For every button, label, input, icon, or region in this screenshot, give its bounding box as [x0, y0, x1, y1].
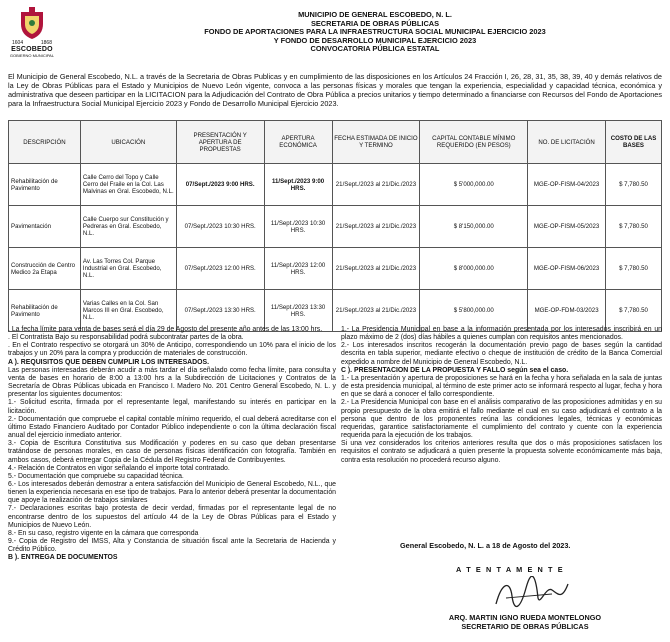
cell-dates: 21/Sept./2023 al 21/Dic./2023	[332, 248, 420, 290]
header-line: FONDO DE APORTACIONES PARA LA INFRAESTRUCTURA SOCIAL MUNICIPAL EJERCICIO 2023	[204, 27, 546, 37]
header-line: MUNICIPIO DE GENERAL ESCOBEDO, N. L.	[298, 10, 452, 19]
atentamente-label: A T E N T A M E N T E	[456, 565, 565, 574]
right-paragraph: 1.- La presentación y apertura de proposiciones se hará en la fecha y hora señalada en la sala de juntas de esta presidencia municipal, al término de este primer acto se informará respecto al lugar, fecha y hora en que se dará a conocer el fallo correspondiente.	[341, 374, 662, 399]
issue-date: General Escobedo, N. L. a 18 de Agosto del 2023.	[400, 541, 571, 550]
right-paragraph: 1.- La Presidencia Municipal en base a la información presentada por los interesados inscribirá en un plazo máximo de 2 (dos) días hábiles a quienes cumplan con requisitos antes mencionados.	[341, 326, 662, 342]
table-row	[9, 206, 662, 248]
cell-cost: $ 7,780.50	[606, 164, 662, 206]
left-paragraph: . En el Contrato respectivo se otorgará un 30% de Anticipo, correspondiendo un 10% para el inicio de los trabajos y un 20% para la compra y producción de materiales de construcción.	[8, 342, 336, 358]
requirements-column	[8, 326, 336, 563]
cell-presentation: 07/Sept./2023 10:30 HRS.	[176, 206, 264, 248]
left-paragraph: 4.- Relación de Contratos en vigor señalando el importe total contratado.	[8, 464, 230, 472]
cell-capital: $ 8'000,000.00	[420, 248, 528, 290]
cell-capital: $ 8'150,000.00	[420, 206, 528, 248]
left-paragraph: 6.- Los interesados deberán demostrar a entera satisfacción del Municipio de General Escobedo, N.L., que tienen la experiencia necesaria en ese tipo de trabajos. Para lo anterior deberá presentar la documentación que apoye la realización de trabajos similares	[8, 480, 336, 505]
cell-capital: $ 5'000,000.00	[420, 164, 528, 206]
cell-cost: $ 7,780.50	[606, 206, 662, 248]
cell-description: Construcción de Centro Medico 2a Etapa	[9, 248, 81, 290]
header-tender-number: NO. DE LICITACIÓN	[528, 121, 606, 164]
intro-paragraph: El Municipio de General Escobedo, N.L. a través de la Secretaria de Obras Publicas y en cumplimiento de las disposiciones en los Artículos 24 Fracción I, 26, 28, 31, 35, 38, 39, 40 y demás relativos de la Ley de Obras Públicas para el Estado y Municipios de Nuevo León vigente, convoca a las personas físicas y morales que tengan la experiencia, especialidad y capacidad técnica, económica y administrativa que deseen participar en la LICITACION para la Adjudicación del Contrato de Obra Pública a precios unitarios y tiempo determinado a financiarse con Recursos del Fondo de Aportaciones para la Infraestructura Social Municipal Ejercicio 2023 y Fondo de Desarrollo Municipal Ejercicio 2023.	[8, 72, 662, 108]
left-paragraph: 9.- Copia de Registro del IMSS, Alta y Constancia de situación fiscal ante la Secretaria de Hacienda y Crédito Público.	[8, 538, 336, 554]
tender-table	[8, 120, 662, 332]
logo-year-right: 1868	[40, 40, 52, 46]
header-capital: CAPITAL CONTABLE MÍNIMO REQUERIDO (EN PESOS)	[420, 121, 528, 164]
table-header-row	[9, 121, 662, 164]
header-location: UBICACIÓN	[80, 121, 176, 164]
right-paragraph: 2.- La Presidencia Municipal con base en el análisis comparativo de las proposiciones admitidas y en su propio presupuesto de la obra emitirá el fallo mediante el cual en su caso adjudicará el contrato a la persona que dentro de los proponentes reúna las condiciones legales, técnicas y económicas requeridas, garantice satisfactoriamente el cumplimiento del contrato y cuente con la experiencia requerida para la ejecución de los trabajos.	[341, 399, 662, 440]
cell-cost: $ 7,780.50	[606, 290, 662, 332]
header-line: Y FONDO DE DESARROLLO MUNICIPAL EJERCICIO 2023	[273, 35, 477, 45]
signature-icon	[492, 576, 570, 612]
left-paragraph: 2.- Documentación que compruebe el capital contable mínimo requerido, el cual deberá acreditarse con el último Estado Financiero Auditado por Contador Público independiente o con la última declaración fiscal anual del ejercicio inmediato anterior.	[8, 415, 336, 440]
notice-header	[90, 11, 660, 54]
cell-presentation: 07/Sept./2023 13:30 HRS.	[176, 290, 264, 332]
cell-location: Calle Cuerpo sur Constitución y Pedreras en Gral. Escobedo, N.L.	[80, 206, 176, 248]
header-description: DESCRIPCIÓN	[9, 121, 81, 164]
left-paragraph: 7.- Declaraciones escritas bajo protesta de decir verdad, firmadas por el representante legal de no encontrarse dentro de los supuestos del artículo 44 de la Ley de Obras Públicas para el Estado y Municipios de Nuevo León.	[8, 505, 336, 529]
cell-tender-number: MGE-OP-FISM-04/2023	[528, 164, 606, 206]
cell-description: Rehabilitación de Pavimento	[9, 290, 81, 332]
section-b-heading: B ). ENTREGA DE DOCUMENTOS	[8, 554, 118, 562]
cell-economic-opening: 11/Sept./2023 9:00 HRS.	[264, 164, 332, 206]
cell-presentation: 07/Sept./2023 12:00 HRS.	[176, 248, 264, 290]
coat-of-arms-icon	[17, 6, 47, 40]
section-a-heading: A ). REQUISITOS QUE DEBEN CUMPLIR LOS INTERESADOS.	[8, 358, 209, 366]
logo-subtitle: GOBIERNO MUNICIPAL	[9, 53, 55, 58]
section-c-heading: C ). PRESENTACION DE LA PROPUESTA Y FALLO según sea el caso.	[341, 366, 569, 374]
left-paragraph: 3.- Copia de Escritura Constitutiva sus Modificación y poderes en su caso que deban presentarse tratándose de personas morales, en caso de personas físicas identificación con fotografía. También en ambos casos, deberá entregar Copia de la Cédula del Registro Federal de Contribuyentes.	[8, 440, 336, 464]
cell-tender-number: MGE-OP-FISM-06/2023	[528, 248, 606, 290]
header-cost: COSTO DE LAS BASES	[606, 121, 662, 164]
cell-dates: 21/Sept./2023 al 21/Dic./2023	[332, 290, 420, 332]
cell-capital: $ 5'800,000.00	[420, 290, 528, 332]
cell-economic-opening: 11/Sept./2023 12:00 HRS.	[264, 248, 332, 290]
right-paragraph: Si una vez considerados los criterios anteriores resulta que dos o más proposiciones satisfacen los requisitos el contrato se adjudicará a quien presente la propuesta solvente económicamente más baja, contra esta resolución no procederá recurso alguno.	[341, 440, 662, 464]
municipal-logo	[6, 6, 58, 64]
cell-location: Av. Las Torres Col. Parque Industrial en Gral. Escobedo, N.L.	[80, 248, 176, 290]
cell-dates: 21/Sept./2023 al 21/Dic./2023	[332, 206, 420, 248]
signer-title: SECRETARIO DE OBRAS PÚBLICAS	[461, 621, 589, 631]
signer-name: ARQ. MARTIN IGNO RUEDA MONTELONGO	[448, 613, 602, 622]
signer-block	[400, 614, 650, 631]
cell-dates: 21/Sept./2023 al 21/Dic./2023	[332, 164, 420, 206]
cell-location: Calle Cerro del Topo y Calle Cerro del Fraile en la Col. Las Malvinas en Gral. Escobedo, N.L.	[80, 164, 176, 206]
left-paragraph: 8.- En su caso, registro vigente en la cámara que corresponda	[8, 529, 199, 537]
header-estimated-dates: FECHA ESTIMADA DE INICIO Y TERMINO	[332, 121, 420, 164]
cell-tender-number: MGE-OP-FISM-05/2023	[528, 206, 606, 248]
left-paragraph: . El Contratista Bajo su responsabilidad podrá subcontratar partes de la obra.	[8, 334, 244, 342]
header-line: CONVOCATORIA PÚBLICA ESTATAL	[310, 44, 440, 54]
cell-description: Rehabilitación de Pavimento	[9, 164, 81, 206]
procedure-column	[341, 326, 662, 465]
header-economic-opening: APERTURA ECONÓMICA	[264, 121, 332, 164]
table-row	[9, 164, 662, 206]
left-paragraph: Las personas interesadas deberán acudir a más tardar el día señalado como fecha límite, para consulta y venta de bases en horario de 8:00 a 13:00 hrs a la Subdirección de Licitaciones y Contratos de la Secretaría de Obras Públicas ubicada en Francisco I. Madero No. 201 Centro General Escobedo, N. L. y presentar los siguientes documentos:	[8, 366, 336, 399]
table-row	[9, 248, 662, 290]
cell-cost: $ 7,780.50	[606, 248, 662, 290]
right-paragraph: 2.- Los interesados inscritos recogerán la documentación previo pago de bases según la cantidad descrita en tabla superior, mediante efectivo o cheque de institución de crédito de la Banca Comercial expedido a nombre del Municipio de General Escobedo, N.L.	[341, 342, 662, 366]
logo-name: ESCOBEDO	[11, 46, 53, 53]
cell-economic-opening: 11/Sept./2023 13:30 HRS.	[264, 290, 332, 332]
header-line: SECRETARIA DE OBRAS PÚBLICAS	[310, 18, 440, 28]
cell-economic-opening: 11/Sept./2023 10:30 HRS.	[264, 206, 332, 248]
left-paragraph: . La fecha límite para venta de bases será el día 29 de Agosto del presente año antes de las 13:00 hrs.	[8, 326, 323, 333]
cell-presentation: 07/Sept./2023 9:00 HRS.	[176, 164, 264, 206]
header-presentation: PRESENTACIÓN Y APERTURA DE PROPUESTAS	[176, 121, 264, 164]
left-paragraph: 5.- Documentación que compruebe su capacidad técnica.	[8, 472, 184, 480]
left-paragraph: 1.- Solicitud escrita, firmada por el representante legal, manifestando su interés en participar en la licitación.	[8, 399, 336, 415]
logo-year-left: 1604	[12, 40, 24, 46]
cell-tender-number: MGE-OP-FDM-03/2023	[528, 290, 606, 332]
cell-description: Pavimentación	[9, 206, 81, 248]
cell-location: Varias Calles en la Col. San Marcos III en Gral. Escobedo, N.L.	[80, 290, 176, 332]
